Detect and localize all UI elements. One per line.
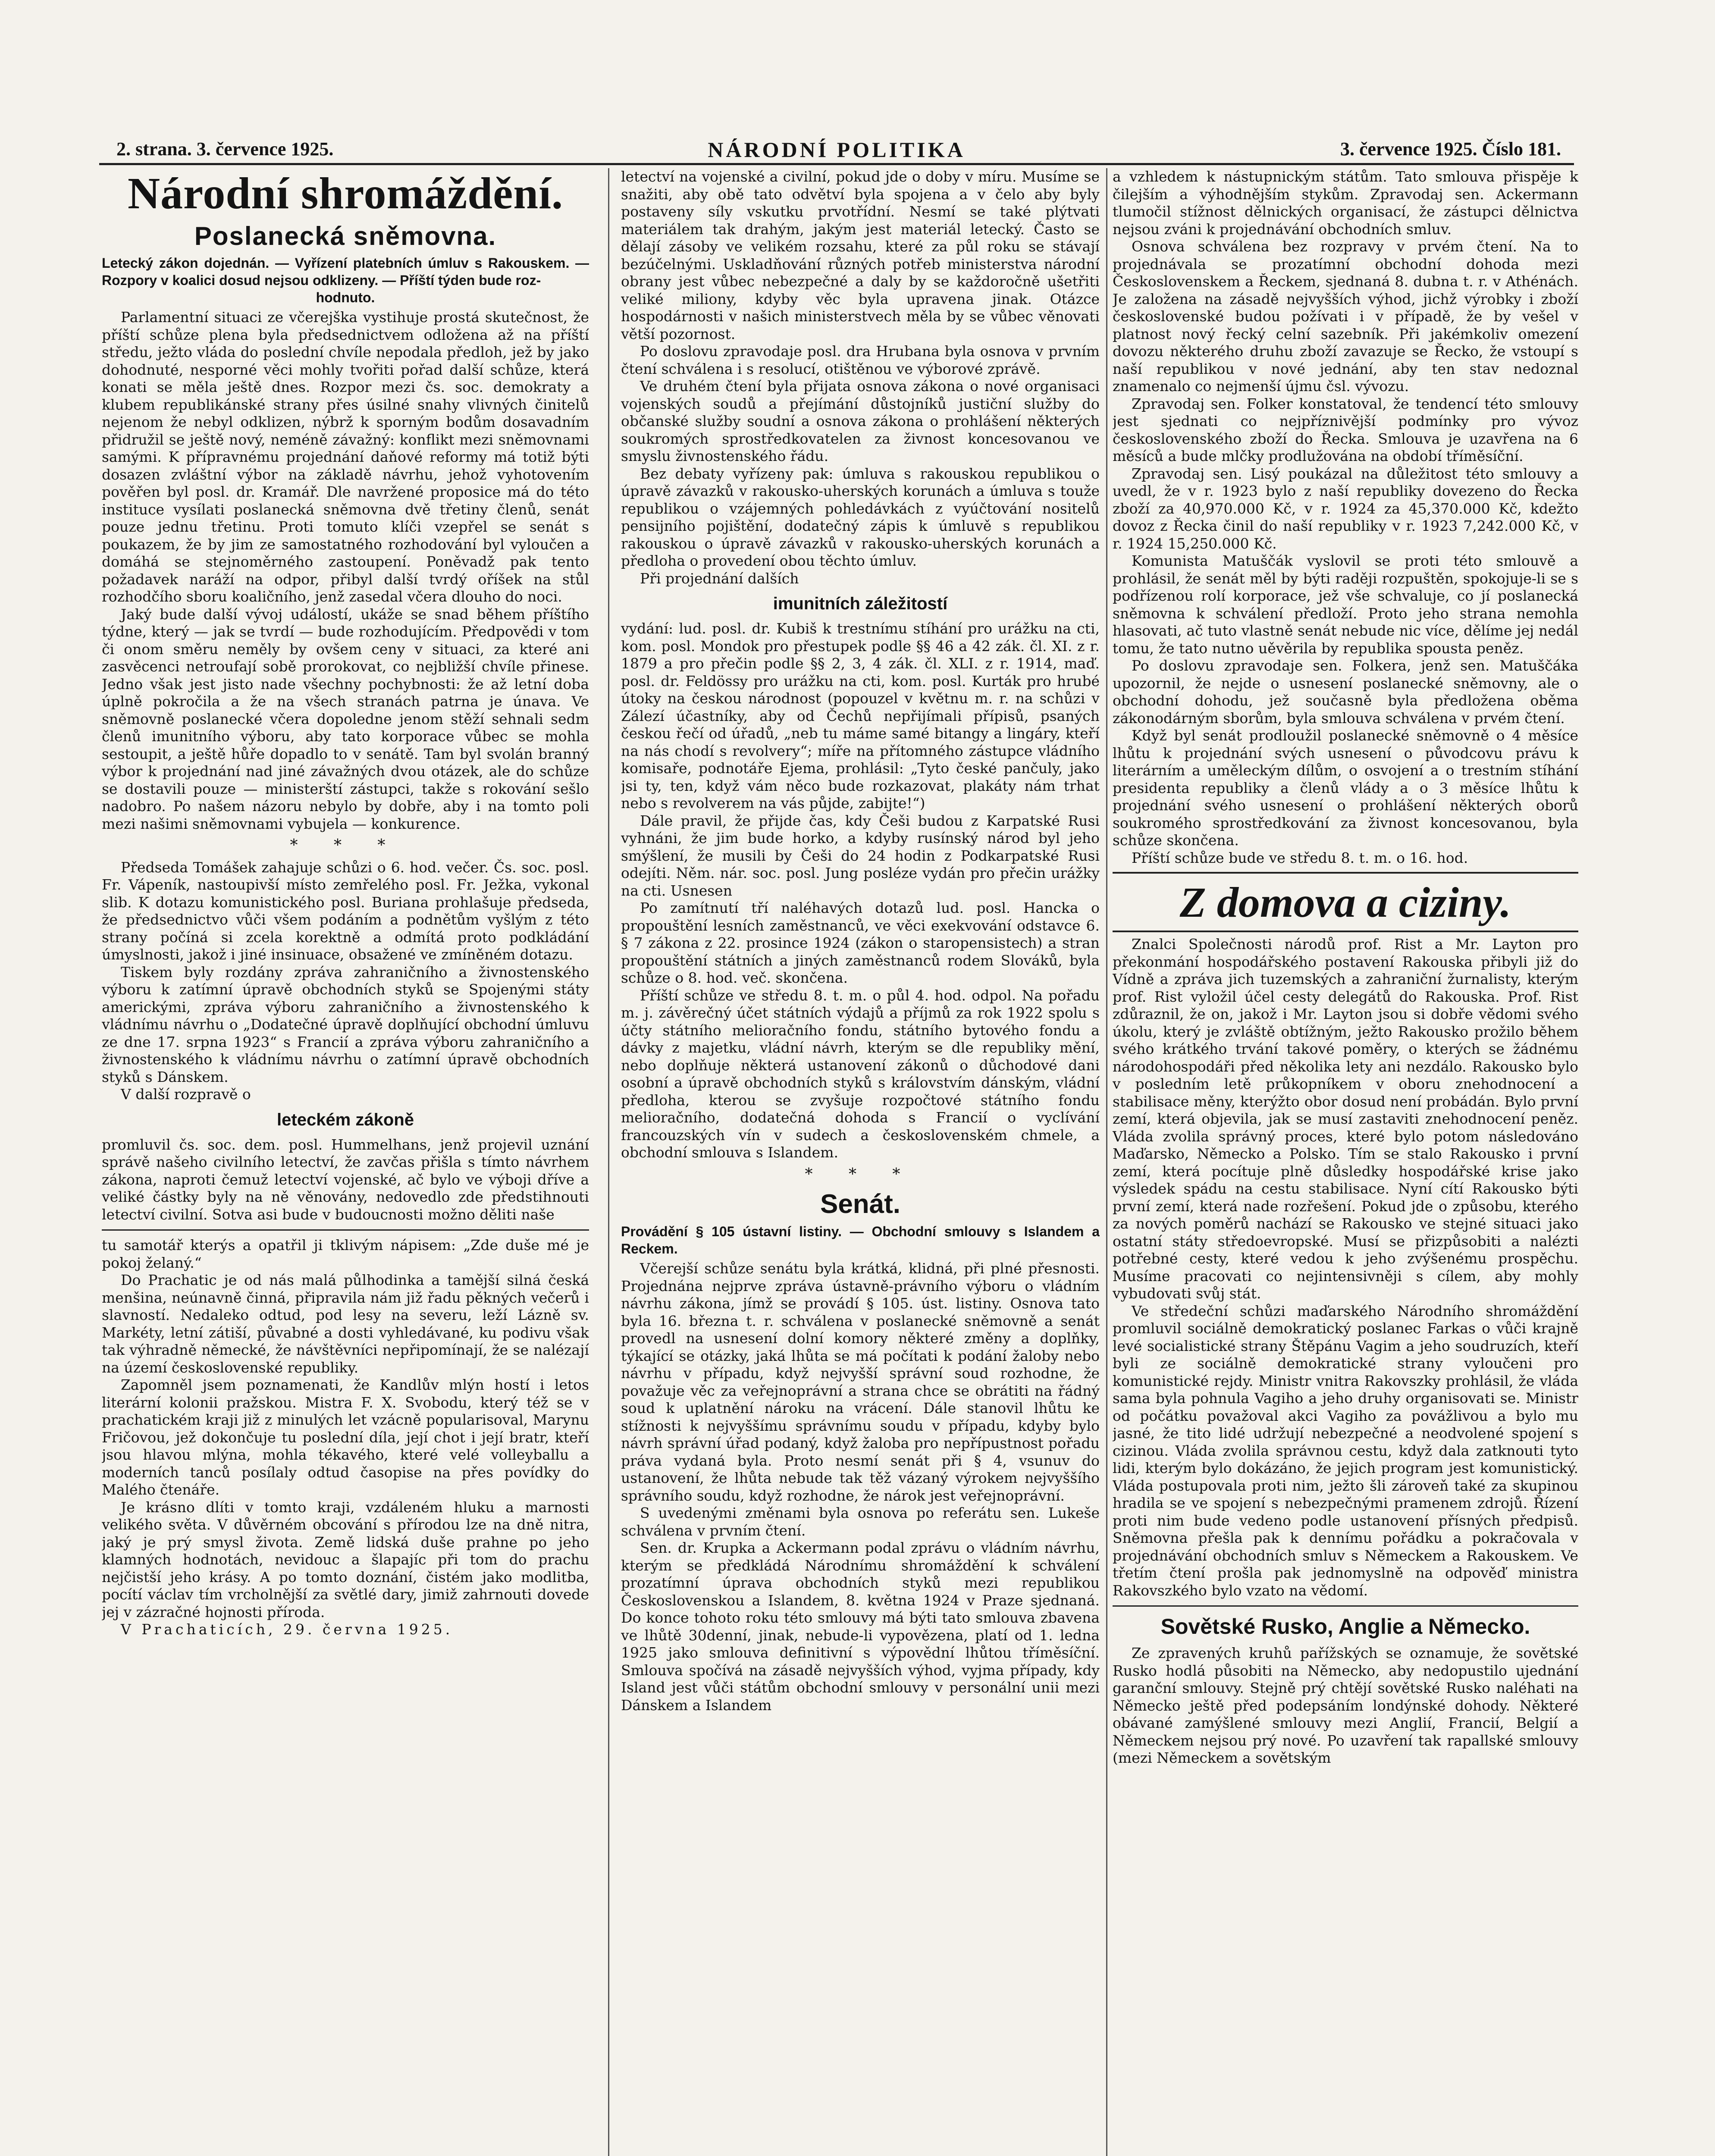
section-heading-letecky: leteckém zákoně xyxy=(277,1110,414,1129)
header-divider xyxy=(99,163,1574,165)
paragraph: Osnova schválena bez rozpravy v prvém čtení. Na to projednávala se prozatímní obchodní dohoda mezi Československem a Řeckem, sjednaná 8. dubna t. r. v Athénách. Je založena na zásadě nejvyšších výhod, jichž výrobky i zboží československé budou požívati i v případě, že by vešel v platnost nový řecký celní sazebník. Při jakémkoliv omezení dovozu některého druhu zboží zavazuje se Řecko, že vstoupí s naší republikou v nové jednání, aby ten stav nedoznal znamenalo co nejmenší újmu čsl. vývozu. xyxy=(1113,238,1578,395)
paragraph: Zpravodaj sen. Folker konstatoval, že tendencí této smlouvy jest sjednati co nejpříznivější podmínky pro vývoz československého zboží do Řecka. Smlouva je uzavřena na 6 měsíců a bude mlčky prodlužována na období tříměsíční. xyxy=(1113,395,1578,464)
paragraph: Když byl senát prodloužil poslanecké sněmovně o 4 měsíce lhůtu k projednání svých usnesení o původcovu právu k literárním a uměleckým dílům, o osvojení a o trestním stíhání presidenta republiky a členů vlády a o 3 měsíce lhůtu k projednání svého usnesení o prohlášení některých oborů soukromého sprostředkování za živnost koncesovanou, byla schůze skončena. xyxy=(1113,727,1578,849)
paragraph: Je krásno dlíti v tomto kraji, vzdáleném hluku a marnosti velikého světa. V důvěrném obcování s přírodou lze na dně nitra, jaký je prý smysl života. Země lidská duše prahne po jeho klamných hodnotách, nevidouc a šlapajíc při tom do prachu nejčistší jeho krásy. A po tomto doznání, čistém jako modlitba, pocítí václav tím vrcholnější za světlé dary, jimiž zahrnouti dovede jej v zázračné hojnosti příroda. xyxy=(102,1498,589,1620)
column-divider-2 xyxy=(1106,168,1107,2156)
paragraph: a vzhledem k nástupnickým státům. Tato smlouva přispěje k čilejším a výhodnějším stykům. Zpravodaj sen. Ackermann tlumočil stížnost dělnických organisací, že zástupci dělnictva nejsou zváni k projednávání obchodních smluv. xyxy=(1113,168,1578,238)
paragraph: Po doslovu zpravodaje posl. dra Hrubana byla osnova v prvním čtení schválena i s resolucí, otištěnou ve výborové zprávě. xyxy=(621,343,1100,377)
senat-summary: Provádění § 105 ústavní listiny. — Obchodní smlouvy s Islandem a Reckem. xyxy=(621,1224,1100,1257)
paragraph: S uvedenými změnami byla osnova po referátu sen. Lukeše schválena v prvním čtení. xyxy=(621,1504,1100,1539)
section-heading-sovetske-rusko: Sovětské Rusko, Anglie a Německo. xyxy=(1160,1614,1530,1639)
paragraph: Ze zpravených kruhů pařížských se oznamuje, že sovětské Rusko hodlá působiti na Německo, aby nedopustilo ujednání garanční smlouvy. Stejně prý chtějí sovětské Rusko naléhati na Německo ještě před podepsáním londýnské dohody. Některé obávané zamýšlené smlouvy mezi Anglií, Francií, Belgií a Německem nejsou prý nové. Po uzavření tak rapallské smlouvy (mezi Německem a sovětským xyxy=(1113,1645,1578,1766)
running-header xyxy=(99,130,1574,165)
paragraph: Ve druhém čtení byla přijata osnova zákona o nové organisaci vojenských soudů a přejímání důstojníků justiční služby do občanské služby soudní a osnova zákona o prohlášení některých soukromých sprostředkovatelen za živnost koncesovanou ve smyslu živnostenského řádu. xyxy=(621,378,1100,464)
paragraph: Včerejší schůze senátu byla krátká, klidná, při plné přesnosti. Projednána nejprve zpráva ústavně-právního výboru o vládním návrhu zákona, jímž se provádí § 105. úst. listiny. Osnova tato byla 16. března t. r. schválena v poslanecké sněmovně a senát provedl na usnesení dolní komory některé změny a doplňky, týkající se otázky, jaká lhůta se má počítati k podání žaloby nebo návrhu v případu, když nejvyšší správní soud rozhodne, že považuje věc za veřejnoprávní a strana chce se obrátiti na řádný soud k uplatnění nároku na vrácení. Dále stanovil lhůtu ke stížnosti k nejvyššímu správnímu soudu v případu, kdyby bylo návrh správní úřad podaný, když žaloba pro nepřípustnost pořadu práva vydaná byla. Proto nesmí senát při § 4, vsunuv do ustanovení, že lhůta nebude tak těž vázaný výrokem nejvyššího správního soudu, když rozhodne, že nárok jest veřejnoprávní. xyxy=(621,1260,1100,1504)
paragraph: Komunista Matuščák vyslovil se proti této smlouvě a prohlásil, že senát měl by býti raději rozpuštěn, spokojuje-li se s podřízenou rolí korporace, jež vše schvaluje, co jí poslanecká sněmovna k schválení předloží. Proto jeho strana nemohla hlasovati, ač tuto vlastně senát nebude nic více, dělíme jej nedál tomu, že tato nutno uěvěrila by republika spousta peněz. xyxy=(1113,552,1578,657)
paragraph: Příští schůze ve středu 8. t. m. o půl 4. hod. odpol. Na pořadu m. j. závěrečný účet státních výdajů a příjmů za rok 1922 spolu s účty státního melioračního fondu, státního bytového fondu a dávky z majetku, vládní návrh, kterým se dle republiky mění, nebo doplňuje některá ustanovení zákonů o důchodové dani osobní a úpravě obchodních styků s královstvím dánským, vládní předloha, kterou se zvyšuje rozpočtové státního fondu melioračního, dodatečná dohoda s Francií o vyclívání francouzských vín v sudech a československém chmele, a obchodní smlouva s Islandem. xyxy=(621,987,1100,1161)
paragraph: vydání: lud. posl. dr. Kubiš k trestnímu stíhání pro urážku na cti, kom. posl. Mondok pro přestupek podle §§ 46 a 42 zák. čl. XI. z r. 1879 a pro přečin podle §§ 2, 3, 4 zák. čl. XLI. z r. 1914, maď. posl. dr. Feldössy pro urážku na cti, kom. posl. Kurták pro hrubé útoky na českou národnost (popouzel v květnu m. r. na schůzi v Zálezí účastníky, aby od Čechů nepřijímali přípisů, psaných českou řečí od úřadů, „neb tu máme samé bitangy a lingáry, kteří na nás chodí s revolvery“; míře na přítomného zástupce vládního komisaře, podnotáře Ejema, prohlásil: „Tyto české pančuly, jako jsi ty, ten, když vám něco bude rozkazovat, plakáty nám trhat nebo s revolverem na vás půjde, zabijte!“) xyxy=(621,620,1100,812)
paragraph: Parlamentní situaci ze včerejška vystihuje prostá skutečnost, že příští schůze plena byla předsednictvem odložena až na příští středu, ježto vláda do poslední chvíle nepodala předloh, jež by jako dohodnuté, nesporné věci mohly tvořiti pořad další schůze, která konati se měla ještě dnes. Rozpor mezi čs. soc. demokraty a klubem republikánské strany přes úsilné snahy vlivných činitelů nejenom že nebyl odklizen, nýbrž k sporným bodům dosavadním přidružil se ještě nový, neméně závažný: konflikt mezi sněmovnami samými. K přípravnému projednání daňové reformy má totiž býti dosazen zvláštní výbor na základě návrhu, jehož vyhotovením pověřen byl posl. dr. Kramář. Dle navržené proposice má do této instituce vysílati poslanecká sněmovna dvě třetiny členů, senát pouze jednu třetinu. Proti tomuto klíči vzepřel se senát s poukazem, že by jim ze samostatného rozhodování byl vyloučen a domáhá se stejnoměrného zastoupení. Poněvadž pak tento požadavek naráží na odpor, přibyl další tvrdý oříšek na stůl rozhodčího sboru koaličního, jenž zasedal včera dlouho do noci. xyxy=(102,309,589,605)
paragraph: Do Prachatic je od nás malá půlhodinka a tamější silná česká menšina, neúnavně činná, připravila nám již řadu pěkných večerů i slavností. Nedaleko odtud, pod lesy na severu, leží Lázně sv. Markéty, letní zátiší, půvabné a dosti vyhledávané, ku podivu však tak výhradně německé, že návštěvníci nepřipomínají, že se nalézají na území československé republiky. xyxy=(102,1272,589,1376)
summary-last-word: hodnuto. xyxy=(316,290,375,305)
paragraph: Znalci Společnosti národů prof. Rist a Mr. Layton pro překonmání hospodářského postavení Rakouska přibyli již do Vídně a zpráva jich tuzemských a zahraniční žurnalisty, kterým prof. Rist vyložil účel cesty delegátů do Rakouska. Prof. Rist zdůraznil, že on, jakož i Mr. Layton jsou si dobře vědomi svého úkolu, který je zvláště obtížným, ježto Rakousko prožilo během svého krátkého trvání takové poměry, o kterých se žádnému národohospodáři před několika lety ani nezdálo. Rakousko bylo v posledním letě průkopníkem v oboru znehodnocení a stabilisace měny, kterýžto obor dosud není probádán. Bylo první zemí, která objevila, jak se musí zastaviti znehodnocení peněz. Vláda zvolila správný proces, které bylo potom následováno Maďarsko, Německo a Polsko. Tím se stalo Rakousko i první zemí, která pocítuje plně důsledky hospodářské krise jako výsledek spádu na cestu stabilisace. Nyní cítí Rakousko býti první zemí, která nade rozřešení. Pokud jde o způsobu, kterého za nových poměrů nachází se Rakousko ve stejné situaci jako ostatní státy středoevropské. Musí se přizpůsobiti a nalézti potřebné cesty, které vedou k jeho zvýšenému prospěchu. Musíme pracovati co nejintensivněji s cílem, aby mohly vybudovati svůj stát. xyxy=(1113,936,1578,1302)
paragraph: promluvil čs. soc. dem. posl. Hummelhans, jenž projevil uznání správě našeho civilního letectví, že zavčas přišla s tímto návrhem zákona, naproti čemuž letectví vojenské, ač bylo ve výboji dříve a veliké částky byly na ně věnovány, nedovedlo zde předstihnouti letectví civilní. Sotva asi bude v budoucnosti možno děliti naše xyxy=(102,1136,589,1223)
paragraph: Zapomněl jsem poznamenati, že Kandlův mlýn hostí i letos literární kolonii pražskou. Mistra F. X. Svobodu, který též se v prachatickém kraji již z minulých let vzácně popularisoval, Marynu Fričovou, jež dokončuje tu poslední díla, její chot i její bratr, kteří jsou hlavou mlýna, mohla tékavého, které velé volleyballu a moderních tanců posílaly odtud časopise na přes povídky do Malého čtenáře. xyxy=(102,1376,589,1498)
senat-heading: Senát. xyxy=(820,1189,901,1219)
summary-text: Letecký zákon dojednán. — Vyřízení platebních úmluv s Rakouskem. — Rozpory v koalici dosud nejsou odklizeny. — Příští týden bude roz- xyxy=(102,255,589,288)
paragraph: Při projednání dalších xyxy=(640,570,799,587)
paragraph: Jaký bude další vývoj událostí, ukáže se snad během příštího týdne, který — jak se tvrdí — bude rozhodujícím. Předpovědi v tom či onom směru neměly by ovšem ceny v situaci, za které ani zasvěcenci netroufají sobě prorokovat, co nejbližší chvíle přinese. Jedno však jest jisto nade všechny pochybnosti: že až letní doba úplně pokročila a že na všech stranách patrna je únava. Ve sněmovně poslanecké včera dopoledne jenom stěží sehnali sedm členů imunitního výboru, aby tato korporace vůbec se mohla sestoupit, a ještě hůře dopadlo to v senátě. Tam byl svolán branný výbor k projednání nad jiné závažných dvou otázek, ale do schůze se dostavili pouze — ministerští zástupci, takže s rokování sešlo nadobro. Po našem názoru nebylo by dobře, aby i na tomto poli mezi našimi sněmovnami vybujela — konkurence. xyxy=(102,605,589,832)
paragraph: Sen. dr. Krupka a Ackermann podal zprávu o vládním návrhu, kterým se předkládá Národnímu shromáždění k schválení prozatímní úprava obchodních styků mezi republikou Československou a Islandem, 8. května 1924 v Praze sjednaná. Do konce tohoto roku této smlouvy má býti tato smlouva zbavena ve lhůtě 30denní, jinak, nebude-li vypovězena, platí od 1. ledna 1925 jako smlouva definitivní s výpovědní lhůtou tříměsíční. Smlouva spočívá na zásadě nejvyšších výhod, vyjma případy, kdy Island jest vůči státům obchodní smlouvy v personální unii mezi Dánskem a Islandem xyxy=(621,1539,1100,1714)
article-summary xyxy=(102,254,589,306)
paragraph: Tiskem byly rozdány zpráva zahraničního a živnostenského výboru k zatímní úpravě obchodních styků se Spojenými státy americkými, zpráva výboru zahraničního a živnostenského k vládnímu návrhu o „Dodatečné úpravě doplňující obchodní úmluvu ze dne 17. srpna 1923“ s Francií a zpráva výboru zahraničního a živnostenského k vládnímu návrhu o zatímní úpravě obchodních styků s Dánskem. xyxy=(102,963,589,1085)
paragraph: Dále pravil, že přijde čas, kdy Češi budou z Karpatské Rusi vyhnáni, že jim bude horko, a kdyby rusínský národ byl jeho smýšlení, že musili by Češi do 24 hodin z Podkarpatské Rusi odejíti. Něm. nár. soc. posl. Jung posléze vydán pro přečin urážky na cti. Usnesen xyxy=(621,812,1100,899)
column-3 xyxy=(1113,168,1578,2156)
paragraph: letectví na vojenské a civilní, pokud jde o doby v míru. Musíme se snažiti, aby obě tato odvětví byla spojena a v čelo aby byly postaveny síly vskutku prvotřídní. Nesmí se také plýtvati materiálem tak drahým, jakým jest materiál letecký. Často se dělají zásoby ve velikém rozsahu, které za půl roku se stávají bezúčelnými. Uskladňování různých potřeb ministerstva národní obrany jest vůbec nebezpečné a daly by se každoročně ušetřiti veliké miliony, kdyby věc byla upravena jinak. Otázce hospodárnosti v našich ministerstvech měla by se vůbec věnovati větší pozornost. xyxy=(621,168,1100,342)
paragraph: Bez debaty vyřízeny pak: úmluva s rakouskou republikou o úpravě závazků v rakousko-uherských korunách a úmluva s touže republikou o vzájemných pohledávkách z vyúčtování nositelů pensijního pojištění, dodatečný zápis k úmluvě s republikou rakouskou o úpravě závazků v rakousko-uherských korunách a předloha o provedení obou těchto úmluv. xyxy=(621,465,1100,569)
horizontal-rule xyxy=(102,1229,589,1231)
masthead-title: NÁRODNÍ POLITIKA xyxy=(708,138,966,162)
column-divider-1 xyxy=(608,168,609,2156)
paragraph: V další rozpravě o xyxy=(121,1086,251,1103)
section-separator-stars: * * * xyxy=(290,837,401,854)
section-banner xyxy=(1113,872,1578,932)
paragraph: tu samotář kterýs a opatřil ji tklivým nápisem: „Zde duše mé je pokoj želaný.“ xyxy=(102,1237,589,1271)
article-subheadline: Poslanecká sněmovna. xyxy=(194,222,497,251)
header-issue-right: 3. července 1925. Číslo 181. xyxy=(1340,138,1561,160)
horizontal-rule xyxy=(1113,1605,1578,1607)
paragraph: Předseda Tomášek zahajuje schůzi o 6. hod. večer. Čs. soc. posl. Fr. Vápeník, nastoupivší místo zemřelého posl. Fr. Ježka, vykonal slib. K dotazu komunistického posl. Buriana prohlašuje předseda, že předsednictvo vůči všem podáním a podnětům vyšlým z této strany počíná si zcela korektně a odmítá proto podkládání úmyslnosti, jakož i jiné insinuace, obsažené ve zmíněném dotazu. xyxy=(102,859,589,963)
article-headline: Národní shromáždění. xyxy=(127,169,564,218)
section-heading-imunitni: imunitních záležitostí xyxy=(773,594,948,613)
section-separator-stars: * * * xyxy=(805,1165,916,1183)
header-date-left: 2. strana. 3. července 1925. xyxy=(116,138,334,160)
paragraph: Zpravodaj sen. Lisý poukázal na důležitost této smlouvy a uvedl, že v r. 1923 bylo z naší republiky dovezeno do Řecka zboží za 40,970.000 Kč, v r. 1924 za 45,370.000 Kč, kdežto dovoz z Řecka činil do naší republiky v r. 1923 7,242.000 Kč, v r. 1924 15,250.000 Kč. xyxy=(1113,465,1578,552)
signature-line: V Prachaticích, 29. června 1925. xyxy=(121,1621,453,1638)
paragraph: Po zamítnutí tří naléhavých dotazů lud. posl. Hancka o propouštění lesních zaměstnanců, ve věci exekvování odstavce 6. § 7 zákona z 22. prosince 1924 (zákon o staropensistech) a stran propouštění státních a jiných zaměstnanců rodem Slováků, byla schůze o 8. hod. več. skončena. xyxy=(621,899,1100,986)
column-2 xyxy=(621,168,1100,2156)
paragraph: Příští schůze bude ve středu 8. t. m. o 16. hod. xyxy=(1132,849,1468,866)
section-heading-zdomova: Z domova a ciziny. xyxy=(1179,878,1511,926)
paragraph: Po doslovu zpravodaje sen. Folkera, jenž sen. Matuščáka upozornil, že nejde o usnesení poslanecké sněmovny, ale o obchodní dohodu, jež současně byla předložena oběma zákonodárným sborům, byla smlouva schválena v prvém čtení. xyxy=(1113,657,1578,727)
paragraph: Ve středeční schůzi maďarského Národního shromáždění promluvil sociálně demokratický poslanec Farkas o vůči krajně levé socialistické strany Štěpánu Vagim a jeho soudruzích, kteří byli ze sociálně demokratické strany vyloučeni pro komunistické rejdy. Ministr vnitra Rakovszky prohlásil, že vláda sama byla pohnula Vagiho a jeho druhy organisovati se. Ministr od počátku považoval akci Vagiho za povážlivou a bylo mu jasné, že tito lidé udržují nebezpečné a neodvolené spojení s cizinou. Vláda zvolila správnou cestu, když dala zatknouti tyto lidi, kterým bylo dokázáno, že jejich program jest komunistický. Vláda postupovala proti nim, ježto šli zároveň také za skupinou hradila se ve spojení s nebezpečnými pramenem zdrojů. Řízení proti nim bude vedeno podle ustanovení přísných předpisů. Sněmovna přešla pak k dennímu pořádku a pokračovala v projednávání obchodních smluv s Německem a Rakouskem. Ve třetím čtení prošla pak jednomyslně na odpověď ministra Rakovszkého bylo vzato na vědomí. xyxy=(1113,1302,1578,1599)
column-1 xyxy=(102,168,589,2156)
